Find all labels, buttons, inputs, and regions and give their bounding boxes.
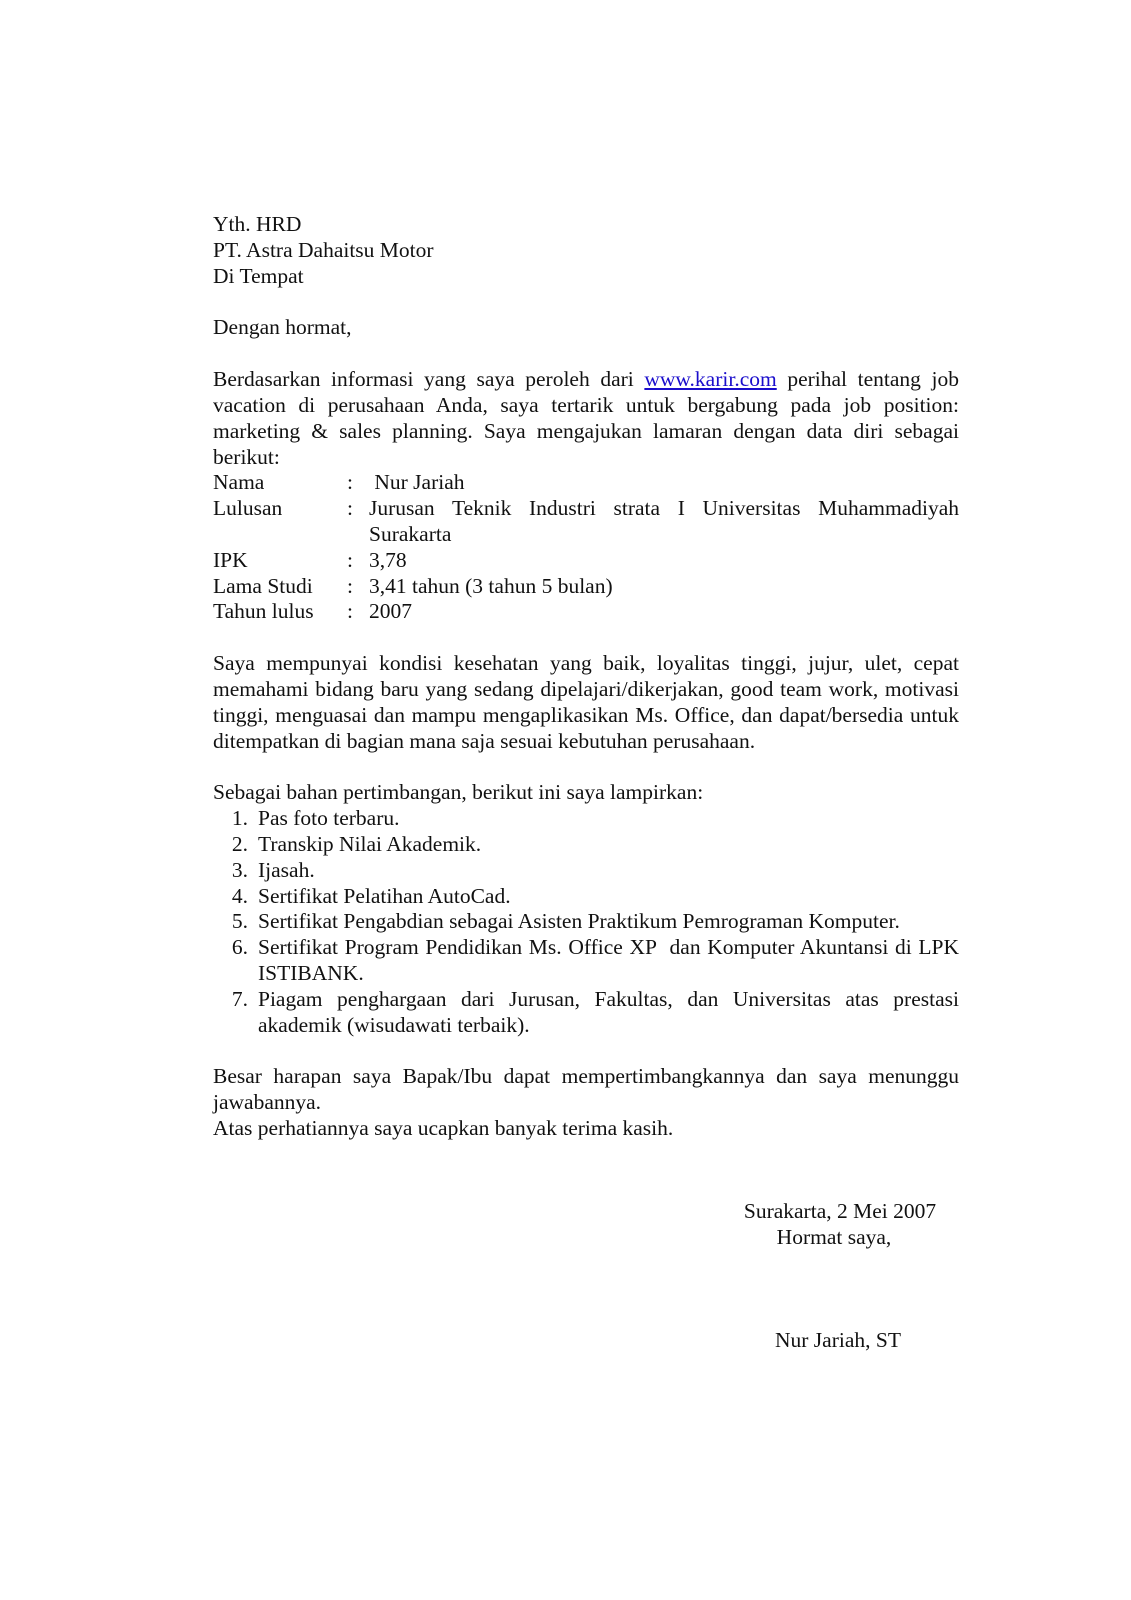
recipient-line-2: PT. Astra Dahaitsu Motor xyxy=(213,237,434,262)
list-item-number: 6. xyxy=(231,935,248,960)
closing-paragraph: Besar harapan saya Bapak/Ibu dapat mempertimbangkannya dan saya menunggu jawabannya. xyxy=(213,1064,959,1115)
list-item-number: 7. xyxy=(231,986,248,1011)
biodata-colon: : xyxy=(347,599,353,624)
biodata-table xyxy=(213,470,959,625)
regards: Hormat saya, xyxy=(776,1224,892,1249)
signer-name: Nur Jariah, ST xyxy=(775,1328,901,1352)
attachments-intro: Sebagai bahan pertimbangan, berikut ini saya lampirkan: xyxy=(213,780,704,805)
biodata-value: 3,78 xyxy=(369,547,407,572)
list-item xyxy=(213,884,959,910)
attachments-list xyxy=(213,806,965,1038)
biodata-colon: : xyxy=(347,470,353,495)
list-item xyxy=(213,935,965,987)
signature-name-block xyxy=(700,1328,980,1354)
karir-link[interactable]: www.karir.com xyxy=(644,367,777,392)
intro-text-after-link: perihal tentang job vacation di perusahaan Anda, saya tertarik untuk bergabung pada job position: marketing & sales planning. Saya mengajukan lamaran dengan data diri sebagai berikut: xyxy=(213,367,959,469)
list-item-number: 2. xyxy=(231,831,248,856)
biodata-value: Jurusan Teknik Industri strata I Universitas Muhammadiyah Surakarta xyxy=(369,496,959,546)
list-item-text: Sertifikat Program Pendidikan Ms. Office XP dan Komputer Akuntansi di LPK ISTIBANK. xyxy=(258,935,965,985)
list-item-text: Piagam penghargaan dari Jurusan, Fakultas, dan Universitas atas prestasi akademik (wisudawati terbaik). xyxy=(258,986,959,1037)
list-item-text: Sertifikat Pelatihan AutoCad. xyxy=(258,883,511,908)
biodata-row xyxy=(213,548,959,574)
list-item-number: 5. xyxy=(231,909,248,934)
list-item xyxy=(213,832,959,858)
list-item-text: Pas foto terbaru. xyxy=(258,806,400,831)
biodata-colon: : xyxy=(347,547,353,572)
biodata-label: Lama Studi xyxy=(213,573,313,598)
biodata-row xyxy=(213,470,959,496)
biodata-row xyxy=(213,574,959,600)
biodata-row xyxy=(213,599,959,625)
thanks-line: Atas perhatiannya saya ucapkan banyak terima kasih. xyxy=(213,1115,674,1140)
biodata-value: Nur Jariah xyxy=(369,470,465,495)
list-item-number: 4. xyxy=(231,883,248,908)
biodata-colon: : xyxy=(347,573,353,598)
list-item-text: Transkip Nilai Akademik. xyxy=(258,831,482,856)
biodata-value: 2007 xyxy=(369,599,412,624)
signature-block xyxy=(700,1199,980,1251)
list-item xyxy=(213,806,959,832)
biodata-value: 3,41 tahun (3 tahun 5 bulan) xyxy=(369,573,613,598)
list-item xyxy=(213,858,959,884)
list-item xyxy=(213,909,959,935)
list-item-text: Sertifikat Pengabdian sebagai Asisten Praktikum Pemrograman Komputer. xyxy=(258,909,900,934)
biodata-colon: : xyxy=(347,496,353,521)
biodata-label: Nama xyxy=(213,470,265,495)
biodata-row xyxy=(213,496,959,548)
qualifications-paragraph: Saya mempunyai kondisi kesehatan yang baik, loyalitas tinggi, jujur, ulet, cepat memahami bidang baru yang sedang dipelajari/dikerjakan, good team work, motivasi tinggi, menguasai dan mampu mengaplikasikan Ms. Office, dan dapat/bersedia untuk ditempatkan di bagian mana saja sesuai kebutuhan perusahaan. xyxy=(213,651,959,753)
list-item-text: Ijasah. xyxy=(258,857,315,882)
biodata-label: IPK xyxy=(213,547,248,572)
place-date: Surakarta, 2 Mei 2007 xyxy=(743,1199,937,1223)
biodata-label: Tahun lulus xyxy=(213,599,314,624)
letter-body xyxy=(213,212,965,1142)
biodata-label: Lulusan xyxy=(213,496,283,521)
recipient-line-1: Yth. HRD xyxy=(213,212,302,236)
recipient-line-3: Di Tempat xyxy=(213,263,304,288)
intro-paragraph xyxy=(213,367,959,470)
list-item xyxy=(213,987,959,1039)
list-item-number: 1. xyxy=(231,806,248,831)
list-item-number: 3. xyxy=(231,857,248,882)
intro-text-before-link: Berdasarkan informasi yang saya peroleh dari xyxy=(213,367,645,392)
recipient-address xyxy=(213,212,959,289)
salutation: Dengan hormat, xyxy=(213,315,352,340)
